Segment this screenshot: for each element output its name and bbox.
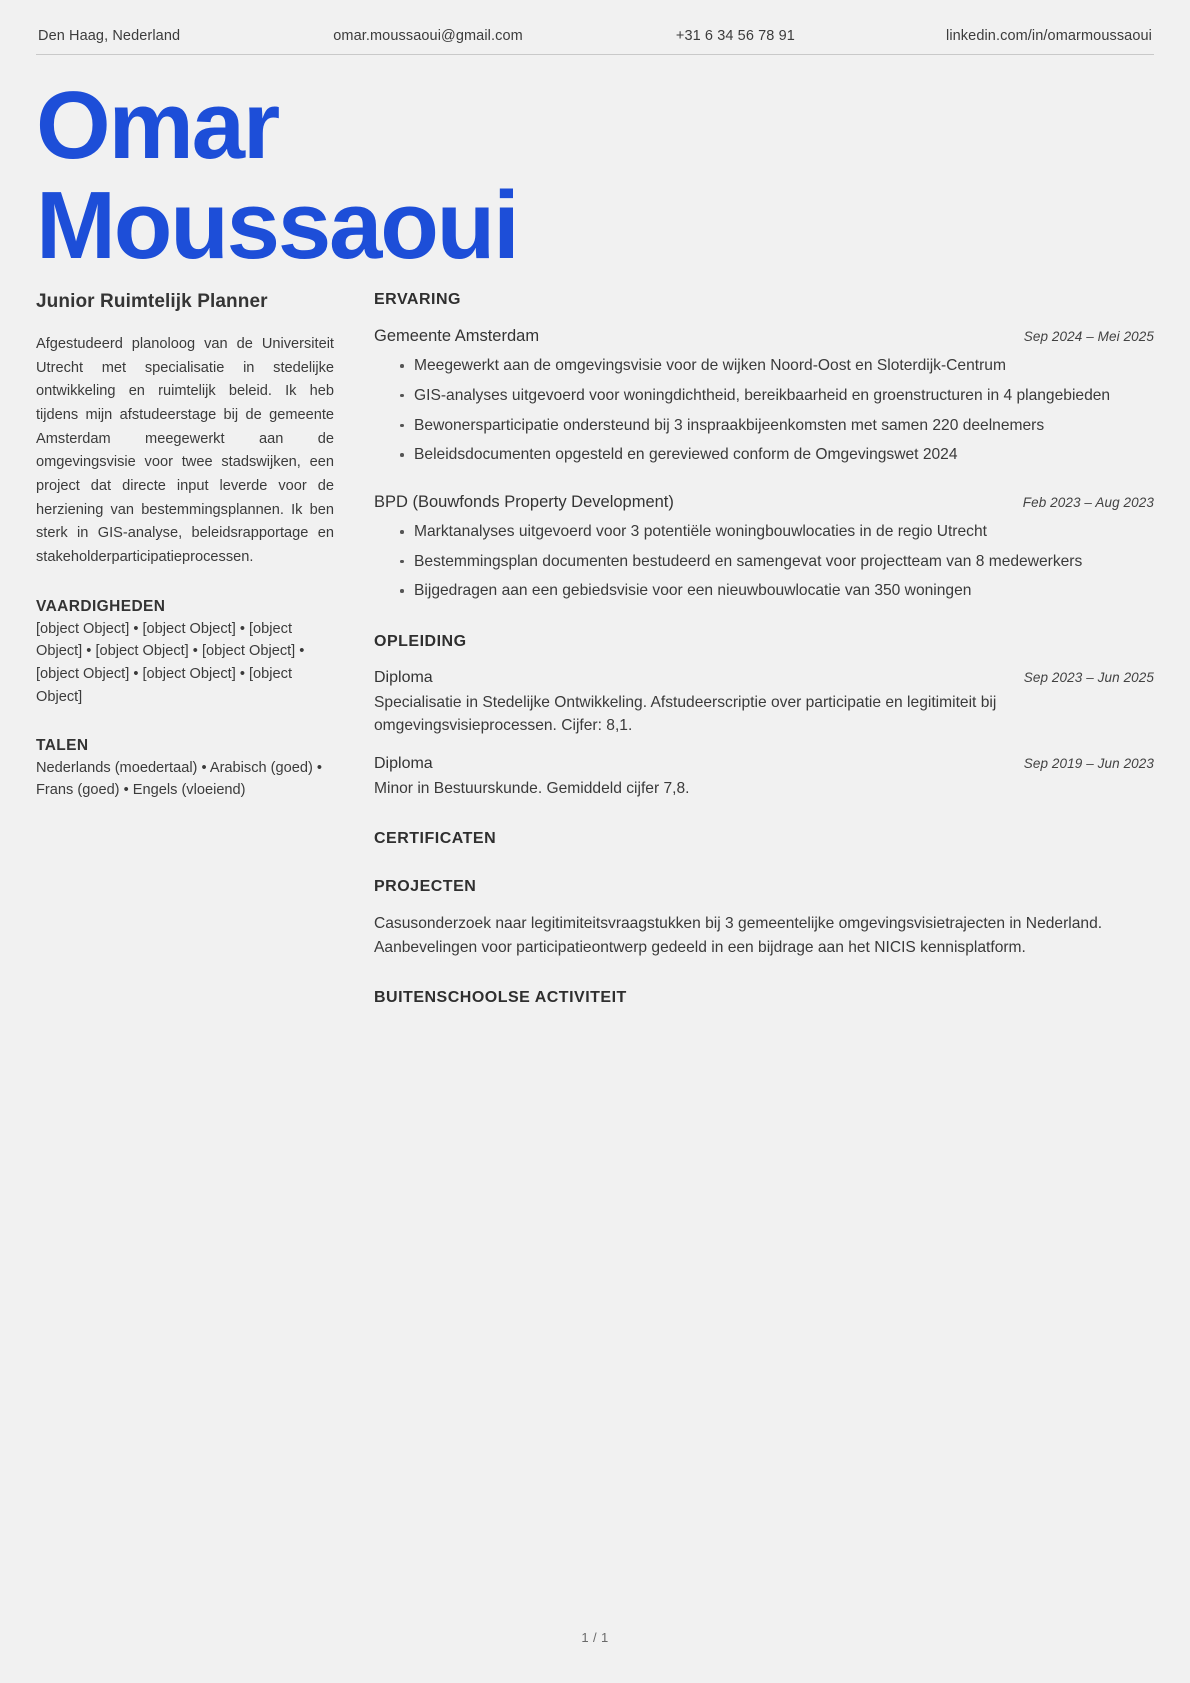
section-heading-extracurricular: BUITENSCHOOLSE ACTIVITEIT [374, 988, 627, 1006]
experience-bullet: Meegewerkt aan de omgevingsvisie voor de wijken Noord-Oost en Sloterdijk-Centrum [400, 354, 1154, 378]
skills-list: [object Object] • [object Object] • [object Object] • [object Object] • [object Object] • [object Object] • [object Object] • [object Object] [36, 620, 305, 705]
education-description: Minor in Bestuurskunde. Gemiddeld cijfer 7,8. [374, 779, 690, 797]
entry-spacer [374, 473, 1154, 491]
experience-bullet: Bestemmingsplan documenten bestudeerd en samengevat voor projectteam van 8 medewerkers [400, 550, 1154, 574]
contact-location: Den Haag, Nederland [38, 28, 181, 44]
last-name: Moussaoui [36, 172, 518, 280]
section-heading-certificates: CERTIFICATEN [374, 830, 497, 848]
languages-heading: TALEN [36, 736, 89, 754]
professional-summary: Afgestudeerd planoloog van de Universiteit Utrecht met specialisatie in stedelijke ontwikkeling en ruimtelijk beleid. Ik heb tijdens mijn afstudeerstage bij de gemeente Amsterdam meegewerkt aan de omgevingsvisie voor twee stadswijken, een project dat directe input leverde voor de herziening van bestemmingsplannen. Ik ben sterk in GIS-analyse, beleidsrapportage en stakeholderparticipatieprocessen. [36, 336, 334, 565]
education-entry-header [374, 753, 1154, 775]
section-heading-projects: PROJECTEN [374, 878, 477, 896]
education-entry-header [374, 667, 1154, 689]
education-degree: Diploma [374, 755, 433, 773]
contact-email[interactable]: omar.moussaoui@gmail.com [333, 28, 523, 44]
education-entry [374, 667, 1154, 737]
experience-date-range: Sep 2024 – Mei 2025 [1023, 329, 1154, 345]
education-degree: Diploma [374, 669, 433, 687]
job-title: Junior Ruimtelijk Planner [36, 291, 268, 313]
first-name: Omar [36, 72, 278, 179]
contact-phone[interactable]: +31 6 34 56 78 91 [675, 28, 795, 44]
sidebar-column [36, 291, 334, 802]
education-description: Specialisatie in Stedelijke Ontwikkeling. Afstudeerscriptie over participatie en legitimiteit bij omgevingsvisieprocessen. Cijfer: 8,1. [374, 693, 997, 734]
education-date-range: Sep 2023 – Jun 2025 [1023, 670, 1154, 686]
experience-bullet: Bewonersparticipatie ondersteund bij 3 inspraakbijeenkomsten met samen 220 deelnemers [400, 414, 1154, 438]
name-block [36, 55, 1154, 280]
contact-linkedin[interactable]: linkedin.com/in/omarmoussaoui [946, 28, 1152, 44]
page-indicator: 1 / 1 [581, 1630, 609, 1645]
experience-entry-header [374, 491, 1154, 514]
section-heading-experience: ERVARING [374, 291, 461, 309]
experience-bullet-list [374, 354, 1154, 467]
experience-bullet: Marktanalyses uitgevoerd voor 3 potentiële woningbouwlocaties in de regio Utrecht [400, 520, 1154, 544]
experience-organization: Gemeente Amsterdam [374, 327, 540, 346]
experience-bullet-list [374, 520, 1154, 603]
contact-bar [36, 0, 1154, 55]
experience-entry [374, 325, 1154, 467]
experience-bullet: Bijgedragen aan een gebiedsvisie voor een nieuwbouwlocatie van 350 woningen [400, 579, 1154, 603]
projects-description: Casusonderzoek naar legitimiteitsvraagstukken bij 3 gemeentelijke omgevingsvisietrajecten in Nederland. Aanbevelingen voor participatieontwerp gedeeld in een bijdrage aan het NICIS kennisplatform. [374, 915, 1103, 956]
experience-date-range: Feb 2023 – Aug 2023 [1022, 495, 1154, 510]
experience-bullet: Beleidsdocumenten opgesteld en gereviewed conform de Omgevingswet 2024 [400, 443, 1154, 467]
section-heading-education: OPLEIDING [374, 633, 467, 651]
body-columns [36, 291, 1154, 1007]
main-column [334, 291, 1154, 1007]
experience-organization: BPD (Bouwfonds Property Development) [374, 493, 674, 511]
education-entry [374, 753, 1154, 800]
languages-list: Nederlands (moedertaal) • Arabisch (goed) • Frans (goed) • Engels (vloeiend) [36, 759, 323, 799]
skills-heading: VAARDIGHEDEN [36, 597, 166, 615]
experience-entry [374, 491, 1154, 603]
education-date-range: Sep 2019 – Jun 2023 [1023, 756, 1154, 772]
experience-bullet: GIS-analyses uitgevoerd voor woningdichtheid, bereikbaarheid en groenstructuren in 4 plangebieden [400, 384, 1154, 408]
experience-entry-header [374, 325, 1154, 348]
